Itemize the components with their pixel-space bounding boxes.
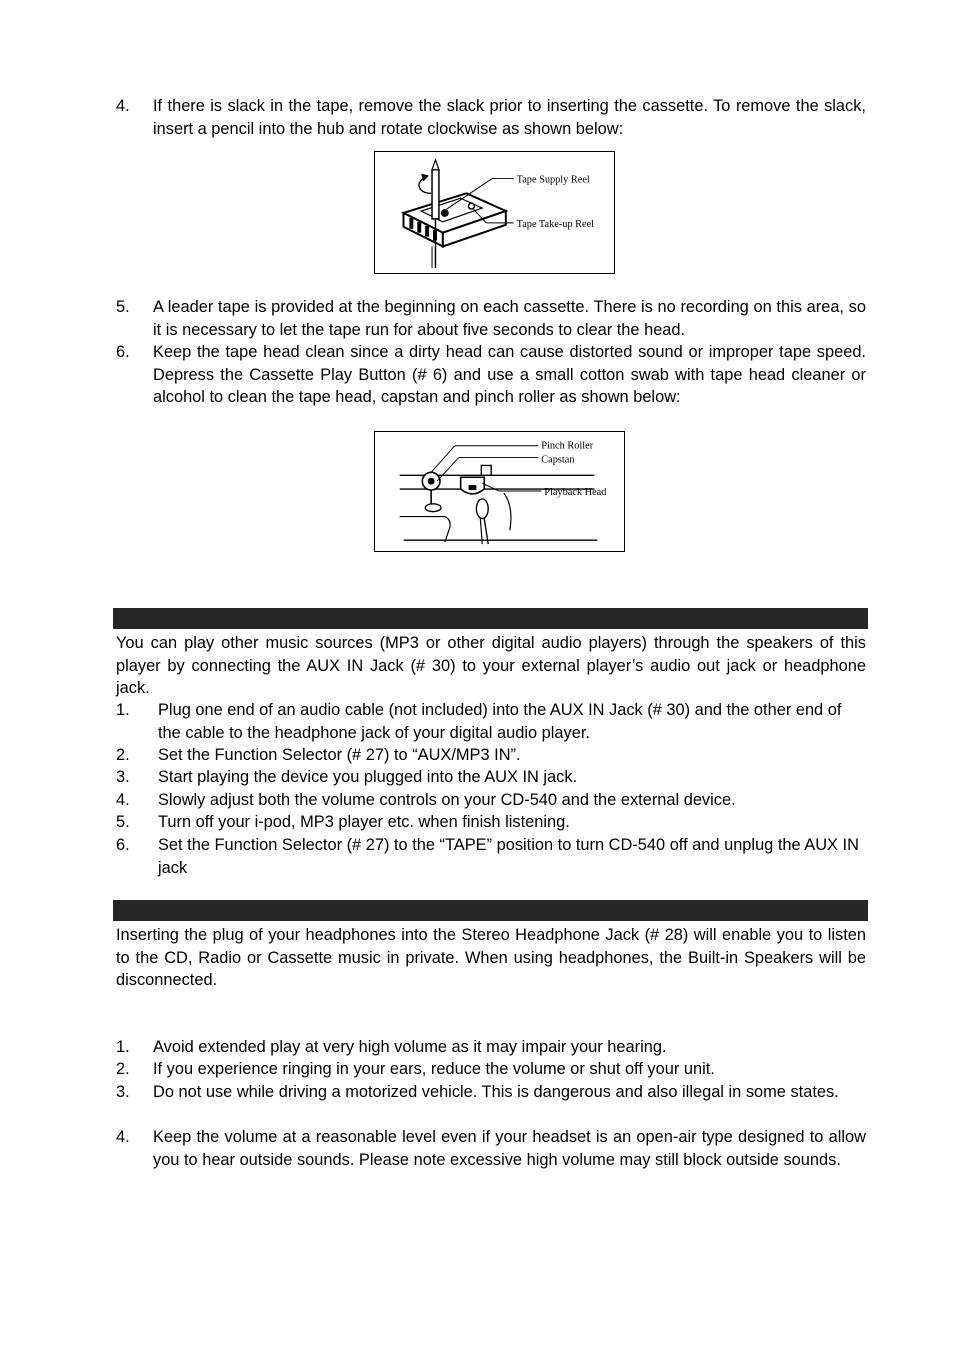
tape-supply-reel-label: Tape Supply Reel xyxy=(516,174,590,186)
tape-step-4 xyxy=(116,95,866,140)
aux-step-6 xyxy=(116,834,866,879)
tape-head-illustration xyxy=(375,432,624,551)
cassette-slack-figure xyxy=(374,151,615,274)
step-number: 4. xyxy=(116,791,130,809)
step-number: 6. xyxy=(116,836,130,854)
headphone-tip-3 xyxy=(116,1081,866,1104)
aux-section-header-bar xyxy=(113,608,868,629)
cassette-slack-illustration xyxy=(375,152,614,273)
step-number: 1. xyxy=(116,701,130,719)
tape-takeup-reel-label: Tape Take-up Reel xyxy=(516,218,595,230)
step-number: 5. xyxy=(116,813,130,831)
headphone-tip-2 xyxy=(116,1058,866,1081)
aux-step-5 xyxy=(116,811,866,834)
tape-step-5 xyxy=(116,296,866,341)
step-number: 5. xyxy=(116,298,130,316)
aux-step-4 xyxy=(116,789,866,812)
step-text: A leader tape is provided at the beginning on each cassette. There is no recording on this area, so it is necessary to let the tape run for about five seconds to clear the head. xyxy=(153,298,866,339)
playback-head-label: Playback Head xyxy=(544,486,607,498)
step-text: If there is slack in the tape, remove the slack prior to inserting the cassette. To remove the slack, insert a pencil into the hub and rotate clockwise as shown below: xyxy=(153,97,866,138)
tip-number: 4. xyxy=(116,1128,130,1146)
aux-step-2 xyxy=(116,744,866,767)
headphone-tip-1 xyxy=(116,1036,866,1059)
step-text: Start playing the device you plugged into the AUX IN jack. xyxy=(158,768,578,786)
aux-intro: You can play other music sources (MP3 or other digital audio players) through the speakers of this player by connecting the AUX IN Jack (# 30) to your external player’s audio out jack or headphone jack. xyxy=(116,634,866,697)
tip-number: 2. xyxy=(116,1060,130,1078)
step-text: Plug one end of an audio cable (not included) into the AUX IN Jack (# 30) and the other end of the cable to the headphone jack of your digital audio player. xyxy=(158,701,842,742)
tip-text: Keep the volume at a reasonable level even if your headset is an open-air type designed to allow you to hear outside sounds. Please note excessive high volume may still block outside sounds. xyxy=(153,1128,866,1169)
step-number: 6. xyxy=(116,343,130,361)
tip-text: If you experience ringing in your ears, reduce the volume or shut off your unit. xyxy=(153,1060,715,1078)
tip-text: Avoid extended play at very high volume as it may impair your hearing. xyxy=(153,1038,667,1056)
tape-head-figure xyxy=(374,431,625,552)
aux-step-3 xyxy=(116,766,866,789)
step-number: 3. xyxy=(116,768,130,786)
capstan-label: Capstan xyxy=(541,454,575,466)
step-text: Set the Function Selector (# 27) to “AUX/MP3 IN”. xyxy=(158,746,521,764)
headphone-tip-4 xyxy=(116,1126,866,1171)
step-text: Turn off your i-pod, MP3 player etc. when finish listening. xyxy=(158,813,570,831)
step-text: Set the Function Selector (# 27) to the “TAPE” position to turn CD-540 off and unplug the AUX IN jack xyxy=(158,836,859,877)
tip-text: Do not use while driving a motorized vehicle. This is dangerous and also illegal in some states. xyxy=(153,1083,839,1101)
headphones-section-header-bar xyxy=(113,900,868,921)
step-text: Keep the tape head clean since a dirty head can cause distorted sound or improper tape speed. Depress the Cassette Play Button (# 6) and use a small cotton swab with tape head cleaner or alcohol to clean the tape head, capstan and pinch roller as shown below: xyxy=(153,343,866,406)
aux-step-1 xyxy=(116,699,866,744)
tape-step-6 xyxy=(116,341,866,409)
tip-number: 3. xyxy=(116,1083,130,1101)
tip-number: 1. xyxy=(116,1038,130,1056)
step-number: 4. xyxy=(116,97,130,115)
headphones-intro: Inserting the plug of your headphones into the Stereo Headphone Jack (# 28) will enable you to listen to the CD, Radio or Cassette music in private. When using headphones, the Built-in Speakers will be disconnected. xyxy=(116,926,866,989)
step-number: 2. xyxy=(116,746,130,764)
pinch-roller-label: Pinch Roller xyxy=(541,440,594,452)
step-text: Slowly adjust both the volume controls on your CD-540 and the external device. xyxy=(158,791,736,809)
